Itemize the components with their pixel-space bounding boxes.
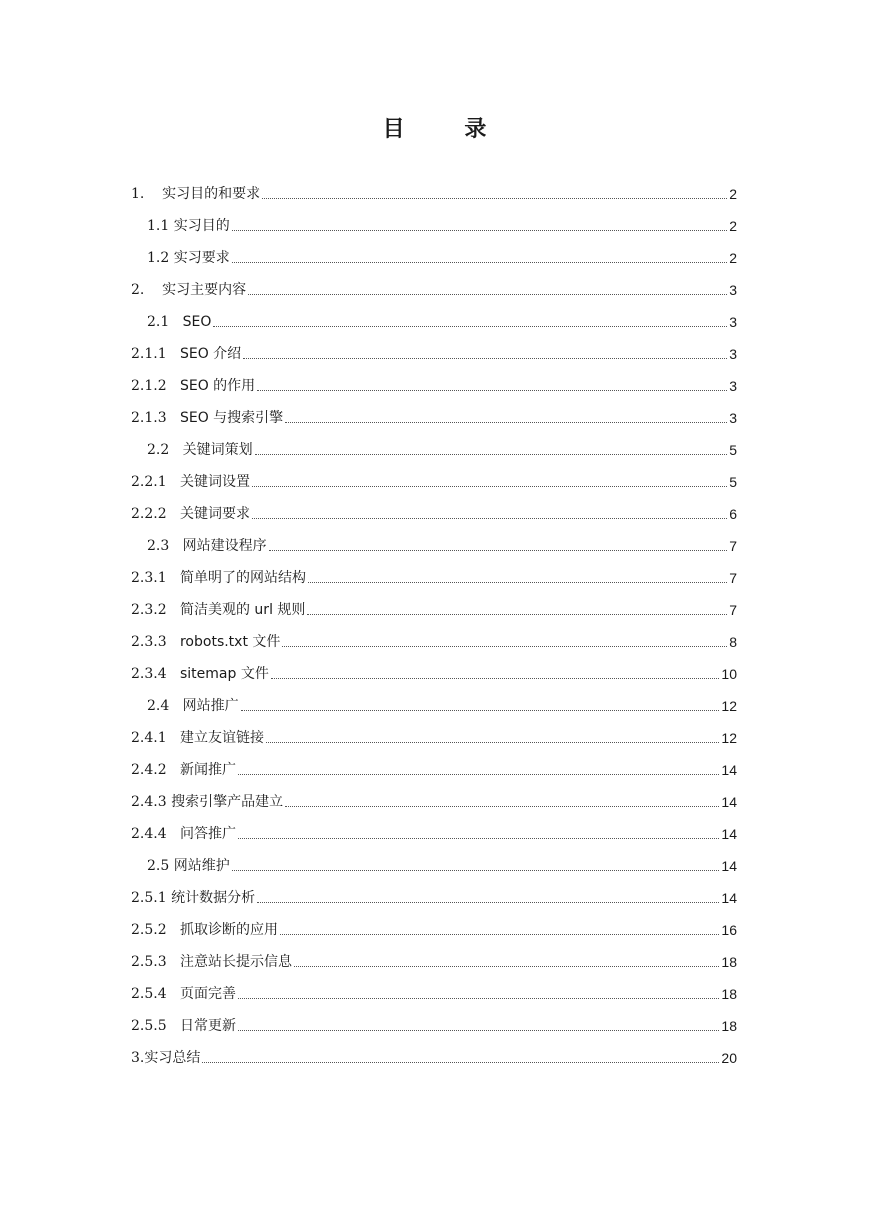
toc-entry[interactable]: [131, 810, 737, 842]
dot-leader: [238, 1030, 719, 1031]
toc-entry-page-number: 7: [729, 570, 737, 586]
toc-entry-page-number: 7: [729, 538, 737, 554]
toc-entry-number: 2.5.2: [131, 922, 180, 938]
toc-entry-number: 2.5.5: [131, 1018, 180, 1034]
toc-entry-number: 2.3.1: [131, 570, 180, 586]
toc-entry[interactable]: [131, 522, 737, 554]
toc-entry[interactable]: [131, 682, 737, 714]
dot-leader: [257, 390, 727, 391]
toc-entry-number: 2.3.2: [131, 602, 180, 618]
toc-entry-title: 建立友谊链接: [179, 730, 264, 746]
toc-entry[interactable]: [131, 266, 737, 298]
toc-entry[interactable]: [131, 458, 737, 490]
toc-entry-page-number: 18: [721, 1018, 737, 1034]
toc-entry-title: sitemap 文件: [179, 666, 269, 682]
toc-entry-title: 网站推广: [182, 698, 239, 714]
toc-entry[interactable]: [131, 554, 737, 586]
toc-entry[interactable]: [131, 618, 737, 650]
toc-entry-title: 统计数据分析: [171, 890, 256, 906]
toc-entry-number: 2.4.1: [131, 730, 180, 746]
toc-entry-page-number: 3: [729, 282, 737, 298]
toc-entry[interactable]: [131, 586, 737, 618]
toc-entry-number: 2.5.3: [131, 954, 180, 970]
dot-leader: [248, 294, 727, 295]
toc-entry-number: 2.4.2: [131, 762, 180, 778]
dot-leader: [232, 870, 720, 871]
toc-entry-title: 页面完善: [179, 986, 236, 1002]
toc-entry-page-number: 5: [729, 474, 737, 490]
toc-entry-page-number: 14: [721, 794, 737, 810]
toc-entry-page-number: 16: [721, 922, 737, 938]
toc-entry-number: 2.3.4: [131, 666, 180, 682]
toc-entry-title: 实习目的和要求: [162, 186, 261, 202]
toc-entry-number: 2.1.3: [131, 410, 180, 426]
toc-entry-number: 2.3: [147, 538, 183, 554]
dot-leader: [255, 454, 727, 455]
toc-entry-title: 关键词设置: [179, 474, 250, 490]
dot-leader: [252, 518, 727, 519]
toc-entry-number: 2.2.1: [131, 474, 180, 490]
toc-entry-page-number: 2: [729, 218, 737, 234]
toc-entry[interactable]: [131, 362, 737, 394]
toc-entry-page-number: 5: [729, 442, 737, 458]
toc-entry-page-number: 3: [729, 346, 737, 362]
toc-entry-title: 网站建设程序: [182, 538, 267, 554]
toc-entry-title: 日常更新: [179, 1018, 236, 1034]
toc-entry-title: 关键词策划: [182, 442, 253, 458]
dot-leader: [252, 486, 727, 487]
toc-entry-number: 3.: [131, 1050, 145, 1066]
toc-entry-number: 2.2.2: [131, 506, 180, 522]
table-of-contents: [131, 170, 737, 1066]
dot-leader: [269, 550, 727, 551]
dot-leader: [238, 774, 719, 775]
toc-entry-page-number: 2: [729, 250, 737, 266]
toc-entry-title: 简单明了的网站结构: [179, 570, 306, 586]
toc-entry[interactable]: [131, 906, 737, 938]
dot-leader: [241, 710, 720, 711]
toc-entry-number: 2.1: [147, 314, 183, 330]
toc-entry-number: 2.1.2: [131, 378, 180, 394]
toc-entry-number: 2.4.3: [131, 794, 172, 810]
toc-entry[interactable]: [131, 970, 737, 1002]
toc-entry-number: 2.5: [147, 858, 174, 874]
toc-entry-page-number: 3: [729, 410, 737, 426]
toc-entry-page-number: 2: [729, 186, 737, 202]
dot-leader: [307, 614, 727, 615]
toc-entry-page-number: 14: [721, 858, 737, 874]
toc-entry-page-number: 12: [721, 698, 737, 714]
page-title: 目 录: [382, 117, 513, 142]
dot-leader: [202, 1062, 719, 1063]
toc-entry-title: 新闻推广: [179, 762, 236, 778]
dot-leader: [308, 582, 727, 583]
toc-entry-title: SEO 的作用: [179, 378, 256, 394]
toc-entry[interactable]: [131, 778, 737, 810]
toc-entry-page-number: 6: [729, 506, 737, 522]
toc-entry-title: robots.txt 文件: [179, 634, 281, 650]
toc-entry-page-number: 7: [729, 602, 737, 618]
toc-entry-number: 1.: [131, 186, 163, 202]
toc-entry-number: 1.2: [147, 250, 174, 266]
toc-entry-number: 2.5.4: [131, 986, 180, 1002]
toc-entry-title: 实习主要内容: [162, 282, 247, 298]
toc-entry-page-number: 14: [721, 762, 737, 778]
toc-entry[interactable]: [131, 938, 737, 970]
toc-entry[interactable]: [131, 394, 737, 426]
toc-entry-page-number: 14: [721, 826, 737, 842]
toc-entry-title: 关键词要求: [179, 506, 250, 522]
toc-entry-page-number: 20: [721, 1050, 737, 1066]
dot-leader: [257, 902, 719, 903]
toc-entry[interactable]: [131, 234, 737, 266]
toc-entry-title: 注意站长提示信息: [179, 954, 292, 970]
toc-entry-page-number: 3: [729, 378, 737, 394]
toc-entry-page-number: 14: [721, 890, 737, 906]
toc-entry-title: 问答推广: [179, 826, 236, 842]
toc-entry-number: 2.2: [147, 442, 183, 458]
toc-entry-number: 2.5.1: [131, 890, 172, 906]
toc-entry-page-number: 8: [729, 634, 737, 650]
toc-entry[interactable]: [131, 202, 737, 234]
dot-leader: [271, 678, 720, 679]
toc-entry[interactable]: [131, 298, 737, 330]
toc-entry-number: 2.4.4: [131, 826, 180, 842]
toc-entry-number: 2.3.3: [131, 634, 180, 650]
toc-entry[interactable]: [131, 1002, 737, 1034]
toc-entry-title: SEO: [182, 314, 212, 330]
dot-leader: [285, 422, 727, 423]
toc-entry-number: 1.1: [147, 218, 174, 234]
toc-entry-page-number: 18: [721, 986, 737, 1002]
toc-entry[interactable]: [131, 490, 737, 522]
toc-entry-page-number: 3: [729, 314, 737, 330]
toc-entry-title: SEO 介绍: [179, 346, 242, 362]
dot-leader: [238, 998, 719, 999]
toc-entry-title: 实习总结: [144, 1050, 201, 1066]
dot-leader: [280, 934, 719, 935]
toc-entry-number: 2.: [131, 282, 163, 298]
dot-leader: [294, 966, 719, 967]
dot-leader: [266, 742, 719, 743]
toc-entry-number: 2.1.1: [131, 346, 180, 362]
dot-leader: [243, 358, 727, 359]
dot-leader: [213, 326, 727, 327]
toc-entry-title: SEO 与搜索引擎: [179, 410, 284, 426]
toc-entry-title: 简洁美观的 url 规则: [179, 602, 306, 618]
toc-entry-page-number: 10: [721, 666, 737, 682]
dot-leader: [232, 230, 727, 231]
toc-entry[interactable]: [131, 842, 737, 874]
dot-leader: [285, 806, 719, 807]
dot-leader: [282, 646, 727, 647]
toc-entry-title: 抓取诊断的应用: [179, 922, 278, 938]
toc-entry-title: 网站维护: [173, 858, 230, 874]
dot-leader: [238, 838, 719, 839]
toc-entry-title: 搜索引擎产品建立: [171, 794, 284, 810]
toc-entry[interactable]: [131, 426, 737, 458]
toc-entry-page-number: 12: [721, 730, 737, 746]
toc-entry[interactable]: [131, 746, 737, 778]
dot-leader: [262, 198, 727, 199]
toc-entry[interactable]: [131, 330, 737, 362]
toc-entry-title: 实习目的: [173, 218, 230, 234]
toc-entry[interactable]: [131, 714, 737, 746]
toc-entry-page-number: 18: [721, 954, 737, 970]
toc-entry[interactable]: [131, 170, 737, 202]
toc-entry[interactable]: [131, 1034, 737, 1066]
toc-entry[interactable]: [131, 874, 737, 906]
dot-leader: [232, 262, 727, 263]
toc-entry-number: 2.4: [147, 698, 183, 714]
toc-entry[interactable]: [131, 650, 737, 682]
toc-entry-title: 实习要求: [173, 250, 230, 266]
